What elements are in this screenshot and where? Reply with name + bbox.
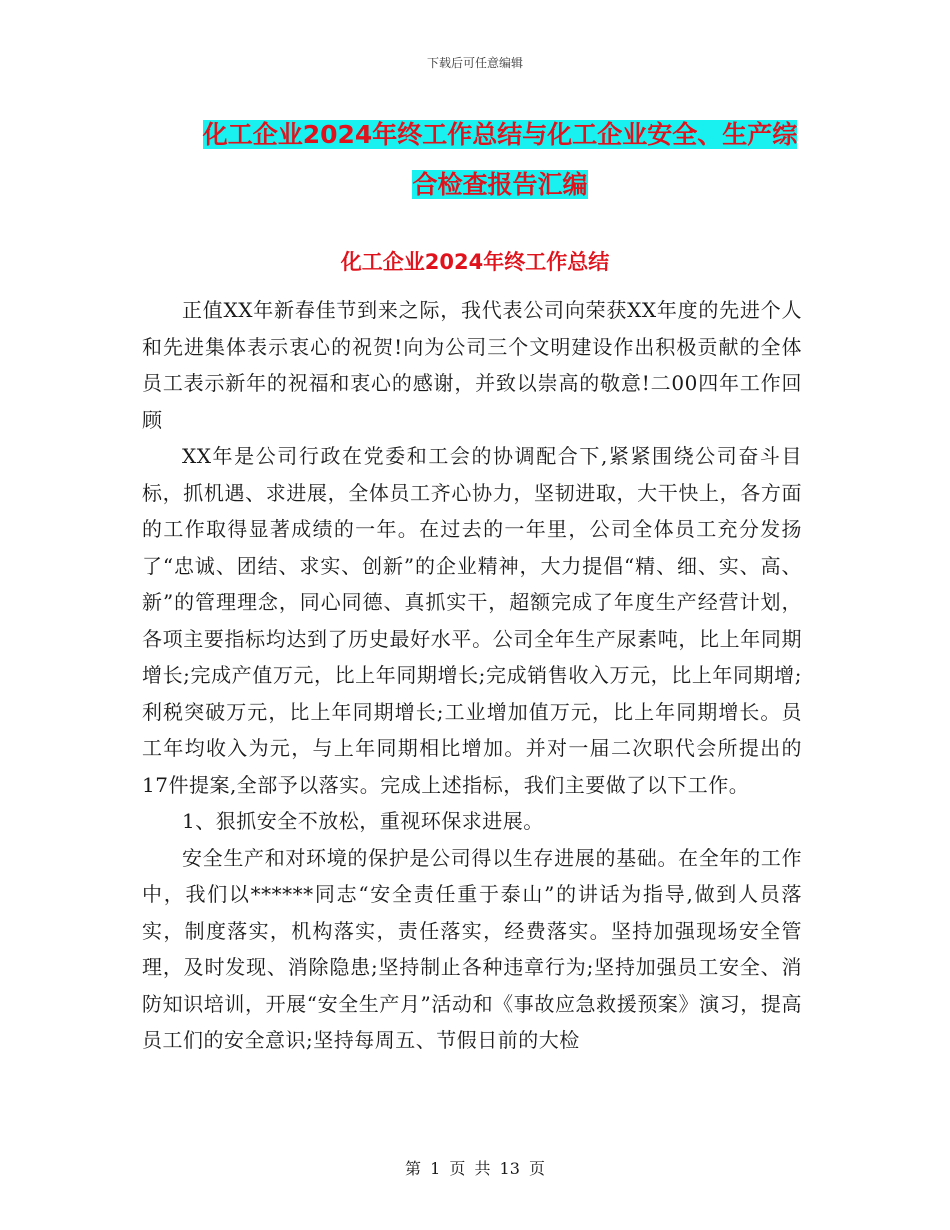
document-title-line-1: 化工企业2024年终工作总结与化工企业安全、生产综 (202, 120, 798, 149)
paragraph: XX年是公司行政在党委和工会的协调配合下,紧紧围绕公司奋斗目标，抓机遇、求进展，全体员工齐心协力，坚韧进取，大干快上，各方面的工作取得显著成绩的一年。在过去的一年里，公司全体员工充分发扬了“忠诚、团结、求实、创新”的企业精神，大力提倡“精、细、实、高、新”的管理理念，同心同德、真抓实干，超额完成了年度生产经营计划，各项主要指标均达到了历史最好水平。公司全年生产尿素吨，比上年同期增长;完成产值万元，比上年同期增长;完成销售收入万元，比上年同期增;利税突破万元，比上年同期增长;工业增加值万元，比上年同期增长。员工年均收入为元，与上年同期相比增加。并对一届二次职代会所提出的17件提案,全部予以落实。完成上述指标，我们主要做了以下工作。 (142, 444, 802, 797)
paragraph: 1、狠抓安全不放松，重视环保求进展。 (182, 809, 544, 833)
paragraph: 正值XX年新春佳节到来之际，我代表公司向荣获XX年度的先进个人和先进集体表示衷心的祝贺!向为公司三个文明建设作出积极贡献的全体员工表示新年的祝福和衷心的感谢，并致以崇高的敬意!二00四年工作回顾 (142, 298, 802, 432)
document-title (180, 110, 820, 210)
paragraph: 安全生产和对环境的保护是公司得以生存进展的基础。在全年的工作中，我们以******同志“安全责任重于泰山”的讲话为指导,做到人员落实，制度落实，机构落实，责任落实，经费落实。坚持加强现场安全管理，及时发现、消除隐患;坚持制止各种违章行为;坚持加强员工安全、消防知识培训，开展“安全生产月”活动和《事故应急救援预案》演习，提高员工们的安全意识;坚持每周五、节假日前的大检 (142, 845, 802, 1052)
page-number: 第 1 页 共 13 页 (405, 1159, 545, 1178)
body-text (142, 292, 802, 1059)
page-header-note: 下载后可任意编辑 (426, 56, 523, 70)
section-title: 化工企业2024年终工作总结 (340, 250, 610, 274)
document-title-line-2: 合检查报告汇编 (412, 170, 588, 199)
